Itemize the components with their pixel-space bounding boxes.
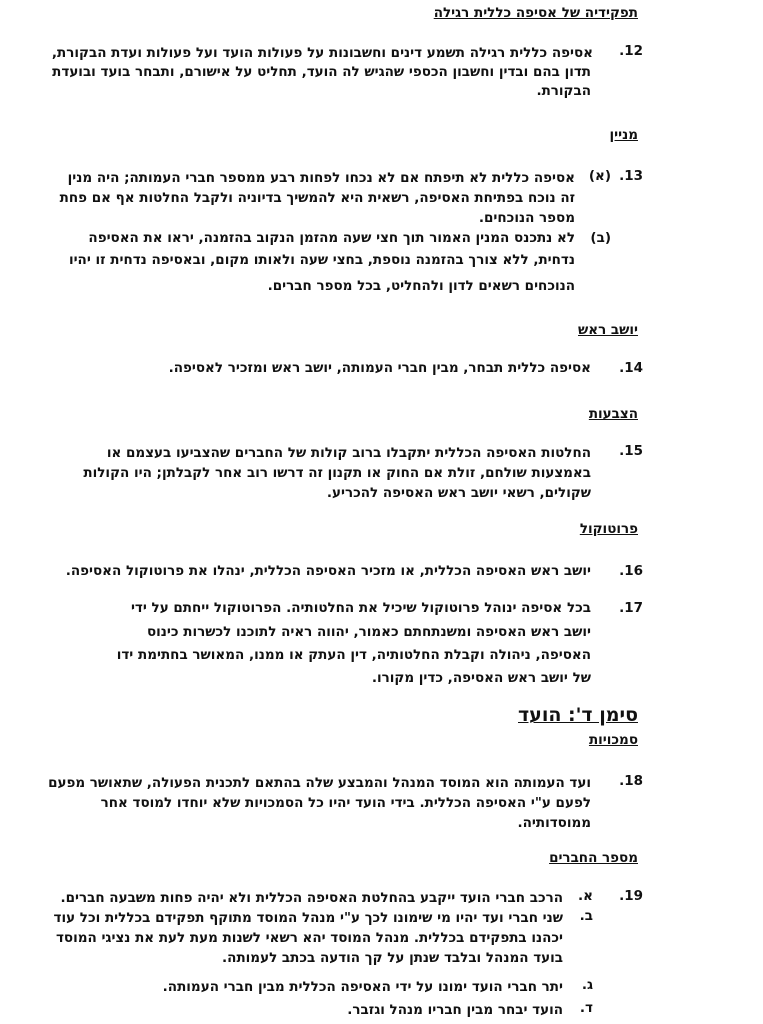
section-heading: הצבעות <box>588 406 638 422</box>
text-line: בכל אסיפה ינוהל פרוטוקול שיכיל את החלטותיה. הפרוטוקול ייחתם על ידי <box>130 600 591 616</box>
text-line: לפעם ע"י האסיפה הכללית. בידי הועד יהיו כל הסמכויות שלא יוחדו למוסד אחר <box>100 795 591 811</box>
text-line: נדחית, ללא צורך בהזמנה נוספת, בחצי שעה ולאותו מקום, ובאסיפה נדחית זו יהיו <box>68 252 575 268</box>
clause-number: 14. <box>619 360 643 376</box>
sub-clause-label: ד. <box>579 1000 593 1016</box>
clause-number: 15. <box>619 443 643 459</box>
text-line: יושב ראש האסיפה הכללית, או מזכיר האסיפה הכללית, ינהלו את פרוטוקול האסיפה. <box>65 563 591 579</box>
clause-number: 13. <box>619 168 643 184</box>
section-heading: תפקידיה של אסיפה כללית רגילה <box>433 5 638 21</box>
text-line: החלטות האסיפה הכללית יתקבלו ברוב קולות של החברים שהצביעו בעצמם או <box>106 445 591 461</box>
sub-clause-label: ג. <box>581 977 593 993</box>
text-line: מספר הנוכחים. <box>478 210 575 226</box>
text-line: הבקורת. <box>536 83 591 99</box>
text-line: שני חברי ועד יהיו מי שימונו לכך ע"י מנהל המוסד מתוקף תפקידם בכללית וכל עוד <box>53 910 563 926</box>
clause-text <box>52 43 593 63</box>
text-line: שקולים, רשאי יושב ראש האסיפה להכריע. <box>326 485 591 501</box>
text-line: של יושב ראש האסיפה, כדין מקורו. <box>371 670 591 686</box>
text-line: זה נוכח בפתיחת האסיפה, רשאית היא להמשיך בדיוניה ולקבל החלטות אף אם פחת <box>59 190 575 206</box>
sub-clause-label: (א) <box>588 168 611 184</box>
text-line: אסיפה כללית תבחר, מבין חברי העמותה, יושב ראש ומזכיר לאסיפה. <box>168 360 591 376</box>
chapter-heading: סימן ד': הועד <box>518 704 638 726</box>
text-line: הרכב חברי הועד ייקבע בהחלטת האסיפה הכללית ולא יהיה פחות משבעה חברים. <box>60 890 563 906</box>
text-line: באמצעות שולחם, זולת אם החוק או תקנון זה דרשו רוב אחר לקבלתן; היו הקולות <box>83 465 591 481</box>
clause-number: 18. <box>619 773 643 789</box>
sub-clause-label: ב. <box>579 908 593 924</box>
text-line: תדון בהם ובדין וחשבון הכספי שהגיש לה הועד, תחליט על אישורם, ותבחר בועד ובועדת <box>52 64 591 80</box>
clause-number: 16. <box>619 563 643 579</box>
text-line: בועד המנהל ובלבד שנתן על קך הודעה בכתב לעמותה. <box>222 950 563 966</box>
text-line: הנוכחים רשאים לדון ולהחליט, בכל מספר חברים. <box>267 278 575 294</box>
section-heading: פרוטוקול <box>579 521 638 537</box>
text-line: אסיפה כללית רגילה תשמע דינים וחשבונות על פעולות הועד ועל פעולות ועדת הבקורת, <box>51 45 593 61</box>
text-line: ממוסדותיה. <box>517 815 591 831</box>
text-line: אסיפה כללית לא תיפתח אם לא נכחו לפחות רבע ממספר חברי העמותה; היה מנין <box>67 170 575 186</box>
text-line: ועד העמותה הוא המוסד המנהל והמבצע שלה בהתאם לתכנית הפעולה, שתאושר מפעם <box>48 775 591 791</box>
section-heading: סמכויות <box>588 732 638 748</box>
text-line: יושב ראש האסיפה ומשנתחתם כאמור, יהווה ראיה לתוכנו לכשרות כינוס <box>147 624 591 640</box>
clause-number: 19. <box>619 888 643 904</box>
section-heading: יושב ראש <box>578 322 638 338</box>
text-line: האסיפה, ניהולה וקבלת החלטותיה, דין העתק או ממנו, המאושר בחתימת ידו <box>116 647 591 663</box>
clause-number: 17. <box>619 600 643 616</box>
sub-clause-label: א. <box>578 888 593 904</box>
text-line: יכהנו בתפקידם בכללית. מנהל המוסד יהא רשאי לשנות מעת לעת את נציגי המוסד <box>55 930 563 946</box>
text-line: יתר חברי הועד ימונו על ידי האסיפה הכללית מבין חברי העמותה. <box>162 979 563 995</box>
section-heading: מניין <box>609 127 638 143</box>
text-line: הועד יבחר מבין חבריו מנהל וגזבר. <box>347 1002 563 1018</box>
section-heading: מספר החברים <box>549 850 638 866</box>
text-line: לא נתכנס המנין האמור תוך חצי שעה מהזמן הנקוב בהזמנה, יראו את האסיפה <box>88 230 575 246</box>
clause-number: 12. <box>619 43 643 59</box>
sub-clause-label: (ב) <box>590 230 611 246</box>
